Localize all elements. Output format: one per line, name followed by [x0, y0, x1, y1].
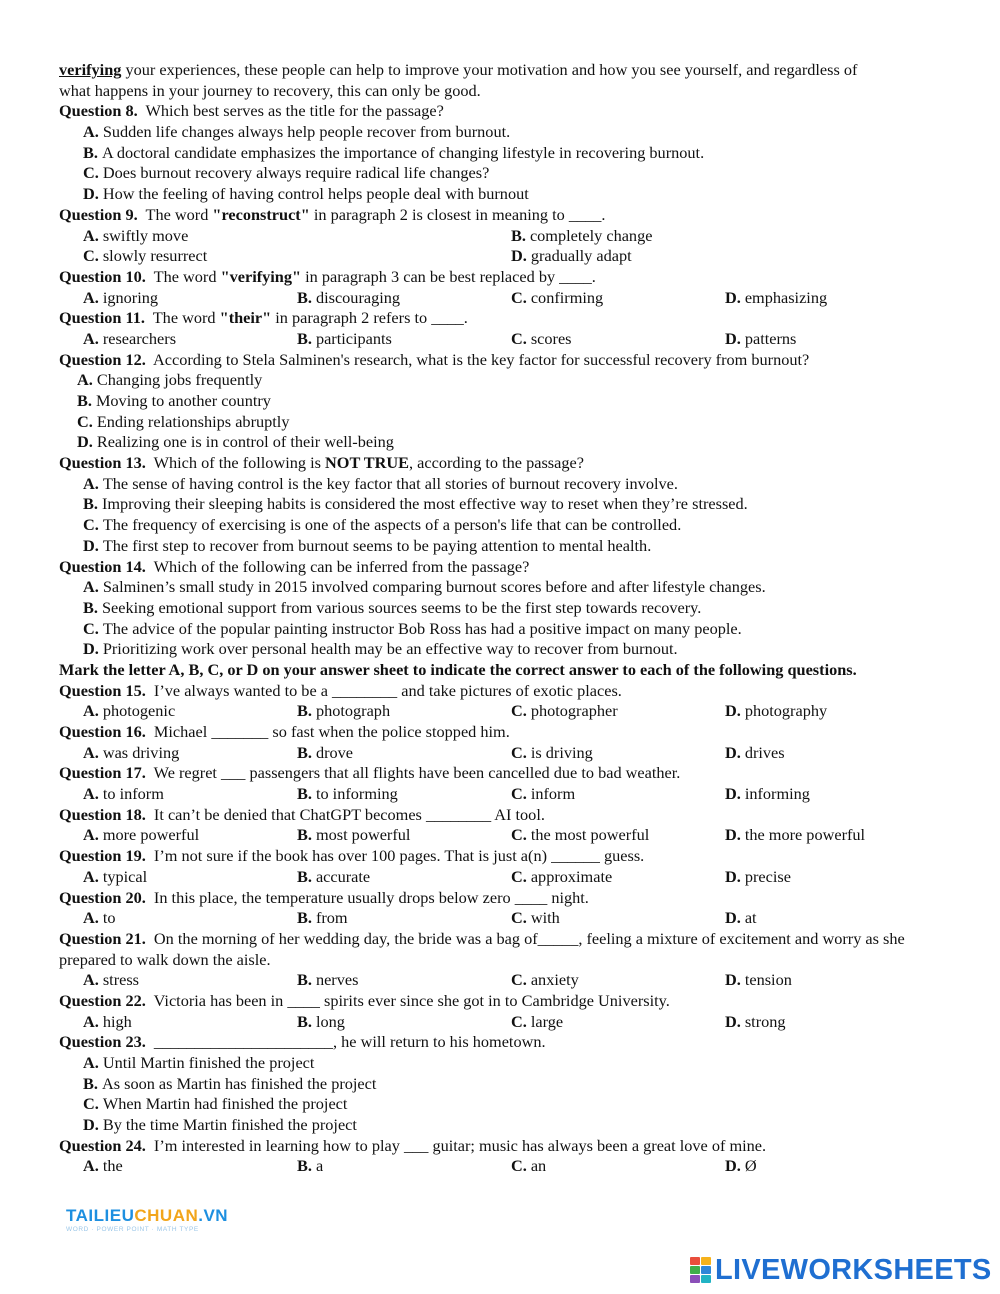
q17-option-d[interactable]: D. informing: [725, 784, 810, 804]
q12-option-c[interactable]: C. Ending relationships abruptly: [77, 411, 290, 431]
q18-options: [59, 825, 949, 846]
q24-option-d[interactable]: D. Ø: [725, 1156, 757, 1176]
q21-option-b[interactable]: B. nerves: [297, 970, 359, 990]
q20-options: [59, 908, 949, 929]
q21-option-d[interactable]: D. tension: [725, 970, 792, 990]
tailieuchuan-tagline: WORD · POWER POINT · MATH TYPE: [66, 1226, 199, 1233]
grid-cell: [690, 1275, 700, 1283]
question-15: Question 15. I’ve always wanted to be a ________ and take pictures of exotic places.: [59, 680, 622, 700]
q14-option-d[interactable]: D. Prioritizing work over personal health may be an effective way to recover from burnout.: [83, 639, 678, 659]
q20-option-d[interactable]: D. at: [725, 908, 757, 928]
q11-option-c[interactable]: C. scores: [511, 328, 572, 348]
q11-option-d[interactable]: D. patterns: [725, 328, 797, 348]
question-19: Question 19. I’m not sure if the book has over 100 pages. That is just a(n) ______ guess.: [59, 846, 645, 866]
q17-option-a[interactable]: A. to inform: [83, 784, 164, 804]
intro-line-1: verifying your experiences, these people can help to improve your motivation and how you see yourself, and regardless of: [59, 60, 858, 79]
question-23: Question 23. ______________________, he will return to his hometown.: [59, 1032, 546, 1052]
intro-line-2: what happens in your journey to recovery, this can only be good.: [59, 80, 481, 100]
q14-option-c[interactable]: C. The advice of the popular painting instructor Bob Ross has had a positive impact on many people.: [83, 618, 742, 638]
tailieuchuan-logo: [66, 1206, 266, 1234]
q8-option-c[interactable]: C. Does burnout recovery always require radical life changes?: [83, 163, 490, 183]
q13-option-d[interactable]: D. The first step to recover from burnout seems to be paying attention to mental health.: [83, 535, 652, 555]
q12-option-d[interactable]: D. Realizing one is in control of their well-being: [77, 432, 394, 452]
q10-option-a[interactable]: A. ignoring: [83, 287, 158, 307]
question-10: Question 10. The word "verifying" in paragraph 3 can be best replaced by ____.: [59, 266, 596, 286]
q8-option-d[interactable]: D. How the feeling of having control helps people deal with burnout: [83, 184, 529, 204]
question-13: Question 13. Which of the following is NOT TRUE, according to the passage?: [59, 453, 584, 473]
q10-options: [59, 288, 949, 309]
q16-option-a[interactable]: A. was driving: [83, 742, 180, 762]
q14-option-b[interactable]: B. Seeking emotional support from various sources seems to be the first step towards recovery.: [83, 597, 702, 617]
q15-option-b[interactable]: B. photograph: [297, 701, 391, 721]
q17-options: [59, 784, 949, 805]
q20-option-a[interactable]: A. to: [83, 908, 116, 928]
q13-option-c[interactable]: C. The frequency of exercising is one of the aspects of a person's life that can be controlled.: [83, 515, 682, 535]
q19-option-d[interactable]: D. precise: [725, 866, 791, 886]
q18-option-b[interactable]: B. most powerful: [297, 825, 411, 845]
grid-cell: [690, 1266, 700, 1274]
q17-option-c[interactable]: C. inform: [511, 784, 576, 804]
q11-option-b[interactable]: B. participants: [297, 328, 392, 348]
q21-options: [59, 970, 949, 991]
q10-option-d[interactable]: D. emphasizing: [725, 287, 828, 307]
q18-option-c[interactable]: C. the most powerful: [511, 825, 650, 845]
grid-cell: [701, 1266, 711, 1274]
q22-options: [59, 1012, 949, 1033]
q13-option-a[interactable]: A. The sense of having control is the key factor that all stories of burnout recovery involve.: [83, 473, 678, 493]
q17-option-b[interactable]: B. to informing: [297, 784, 398, 804]
q21-option-a[interactable]: A. stress: [83, 970, 140, 990]
q24-option-a[interactable]: A. the: [83, 1156, 123, 1176]
question-14: Question 14. Which of the following can be inferred from the passage?: [59, 556, 530, 576]
q15-option-d[interactable]: D. photography: [725, 701, 828, 721]
q12-option-a[interactable]: A. Changing jobs frequently: [77, 370, 263, 390]
question-16: Question 16. Michael _______ so fast when the police stopped him.: [59, 722, 510, 742]
q9-option-d[interactable]: D. gradually adapt: [511, 246, 632, 266]
q23-option-b[interactable]: B. As soon as Martin has finished the project: [83, 1073, 377, 1093]
q16-option-d[interactable]: D. drives: [725, 742, 785, 762]
q24-option-c[interactable]: C. an: [511, 1156, 547, 1176]
question-24: Question 24. I’m interested in learning how to play ___ guitar; music has always been a great love of mine.: [59, 1135, 767, 1155]
question-22: Question 22. Victoria has been in ____ spirits ever since she got in to Cambridge University.: [59, 990, 670, 1010]
q10-option-c[interactable]: C. confirming: [511, 287, 604, 307]
question-18: Question 18. It can’t be denied that ChatGPT becomes ________ AI tool.: [59, 804, 545, 824]
q8-option-b[interactable]: B. A doctoral candidate emphasizes the importance of changing lifestyle in recovering burnout.: [83, 142, 705, 162]
q18-option-a[interactable]: A. more powerful: [83, 825, 200, 845]
q22-option-b[interactable]: B. long: [297, 1011, 345, 1031]
q23-option-d[interactable]: D. By the time Martin finished the project: [83, 1115, 357, 1135]
q24-options: [59, 1156, 949, 1177]
question-20: Question 20. In this place, the temperature usually drops below zero ____ night.: [59, 887, 589, 907]
question-9: Question 9. The word "reconstruct" in paragraph 2 is closest in meaning to ____.: [59, 204, 606, 224]
question-12: Question 12. According to Stela Salminen's research, what is the key factor for successful recovery from burnout?: [59, 349, 810, 369]
q22-option-c[interactable]: C. large: [511, 1011, 564, 1031]
q8-option-a[interactable]: A. Sudden life changes always help people recover from burnout.: [83, 122, 511, 142]
liveworksheets-grid-icon: [690, 1257, 711, 1283]
q15-option-c[interactable]: C. photographer: [511, 701, 618, 721]
worksheet-page: [59, 60, 949, 1177]
q18-option-d[interactable]: D. the more powerful: [725, 825, 866, 845]
q16-option-c[interactable]: C. is driving: [511, 742, 593, 762]
q19-option-a[interactable]: A. typical: [83, 866, 148, 886]
q23-option-a[interactable]: A. Until Martin finished the project: [83, 1053, 315, 1073]
q9-option-a[interactable]: A. swiftly move: [83, 225, 189, 245]
q9-option-b[interactable]: B. completely change: [511, 225, 653, 245]
q20-option-c[interactable]: C. with: [511, 908, 560, 928]
q23-option-c[interactable]: C. When Martin had finished the project: [83, 1094, 348, 1114]
q22-option-a[interactable]: A. high: [83, 1011, 132, 1031]
q9-options-row-1: [59, 226, 949, 247]
q16-option-b[interactable]: B. drove: [297, 742, 354, 762]
q15-options: [59, 701, 949, 722]
liveworksheets-logo: [690, 1254, 992, 1286]
q16-options: [59, 743, 949, 764]
keyword-verifying: verifying: [59, 60, 122, 79]
q12-option-b[interactable]: B. Moving to another country: [77, 391, 271, 410]
q13-option-b[interactable]: B. Improving their sleeping habits is considered the most effective way to reset when they’re stressed.: [83, 494, 748, 514]
tailieuchuan-wordmark: TAILIEUCHUAN.VN: [66, 1206, 229, 1225]
grid-cell: [701, 1257, 711, 1265]
q19-options: [59, 867, 949, 888]
q9-options-row-2: [59, 246, 949, 267]
q15-option-a[interactable]: A. photogenic: [83, 701, 176, 721]
q19-option-c[interactable]: C. approximate: [511, 866, 613, 886]
grid-cell: [701, 1275, 711, 1283]
q10-option-b[interactable]: B. discouraging: [297, 287, 401, 307]
q11-options: [59, 329, 949, 350]
q11-option-a[interactable]: A. researchers: [83, 328, 177, 348]
liveworksheets-wordmark: LIVEWORKSHEETS: [715, 1254, 992, 1286]
grid-cell: [690, 1257, 700, 1265]
question-17: Question 17. We regret ___ passengers that all flights have been cancelled due to bad weather.: [59, 763, 681, 783]
section-instruction: Mark the letter A, B, C, or D on your answer sheet to indicate the correct answer to each of the following questions.: [59, 659, 857, 679]
q22-option-d[interactable]: D. strong: [725, 1011, 786, 1031]
q21-option-c[interactable]: C. anxiety: [511, 970, 579, 990]
question-21: Question 21. On the morning of her wedding day, the bride was a bag of_____, feeling a mixture of excitement and worry as she prepared to walk down the aisle.: [59, 928, 905, 969]
q9-option-c[interactable]: C. slowly resurrect: [83, 246, 208, 266]
question-8: Question 8. Which best serves as the title for the passage?: [59, 101, 444, 121]
q24-option-b[interactable]: B. a: [297, 1156, 324, 1176]
q19-option-b[interactable]: B. accurate: [297, 866, 371, 886]
q14-option-a[interactable]: A. Salminen’s small study in 2015 involved comparing burnout scores before and after lifestyle changes.: [83, 577, 766, 597]
q20-option-b[interactable]: B. from: [297, 908, 348, 928]
question-11: Question 11. The word "their" in paragraph 2 refers to ____.: [59, 308, 468, 328]
